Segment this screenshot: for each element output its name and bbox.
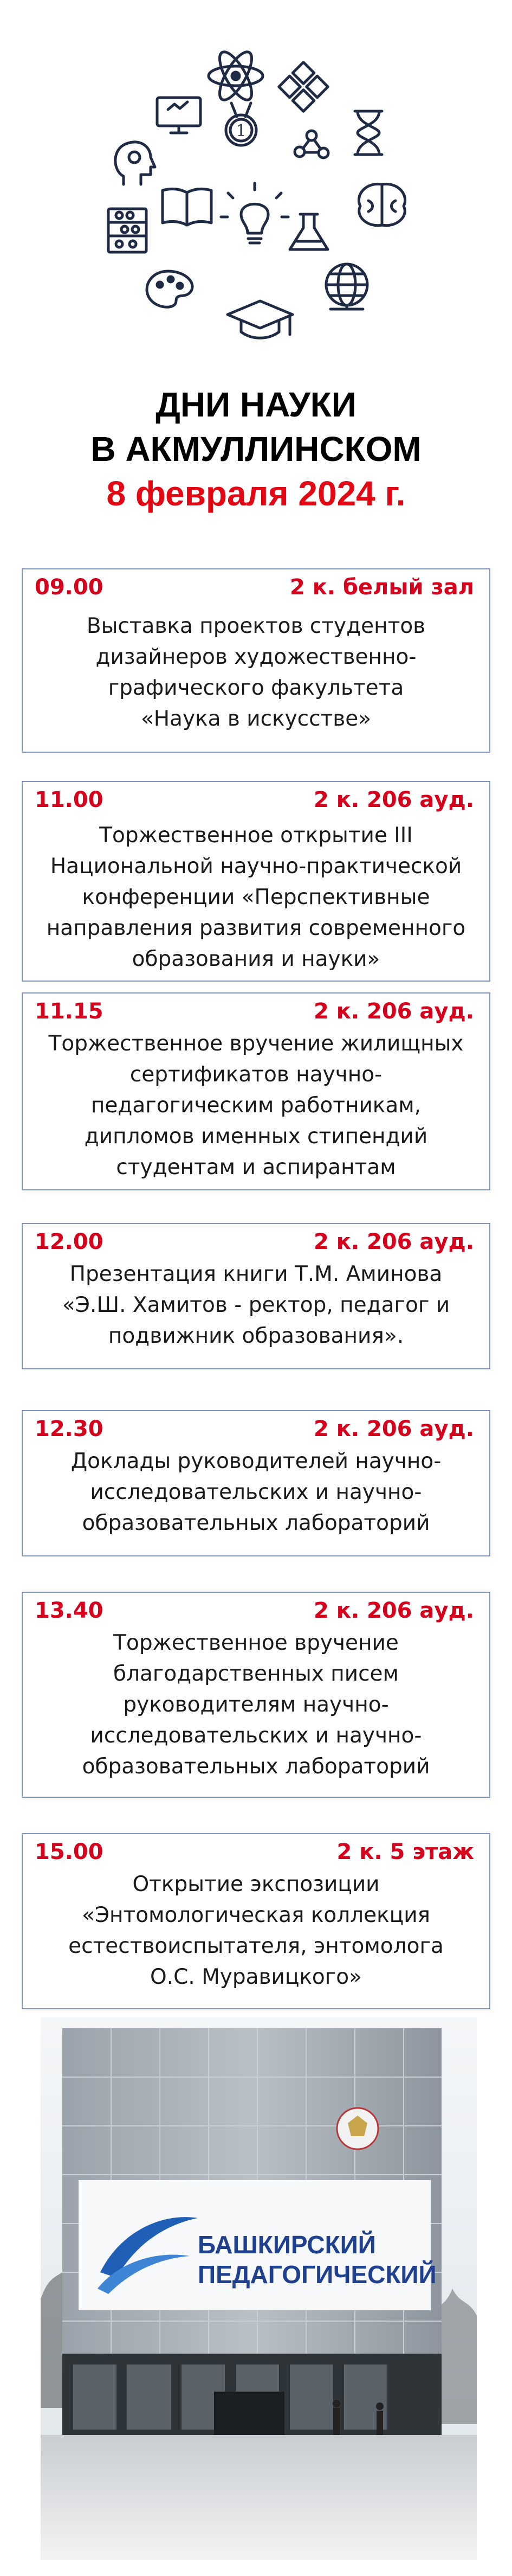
event-description-line: образования и науки» [132, 947, 380, 971]
event-description-line: «Э.Ш. Хамитов - ректор, педагог и [62, 1293, 450, 1317]
atom-icon [209, 48, 263, 105]
event-place: 2 к. 206 ауд. [313, 1598, 474, 1623]
event-card [22, 781, 490, 982]
event-description-line: Открытие экспозиции [132, 1872, 380, 1896]
emblem-icon [337, 2108, 378, 2149]
event-description [34, 1627, 478, 1782]
building-sign-line2: ПЕДАГОГИЧЕСКИЙ [198, 2260, 437, 2289]
palette-icon [147, 271, 192, 307]
event-place: 2 к. 206 ауд. [313, 787, 474, 812]
event-description-line: дизайнеров художественно- [95, 645, 417, 669]
abacus-icon [108, 209, 146, 252]
event-description [34, 1028, 478, 1183]
lightbulb-icon [221, 183, 288, 243]
event-description-line: Выставка проектов студентов [86, 614, 426, 638]
hourglass-icon [355, 111, 382, 155]
event-description-line: направления развития современного [46, 916, 466, 940]
science-icons-cluster [0, 0, 512, 358]
event-time: 12.00 [35, 1229, 103, 1254]
molecule-icon [295, 131, 328, 158]
event-time: 15.00 [35, 1840, 103, 1864]
event-description-line: исследовательских и научно- [90, 1480, 422, 1504]
puzzle-icon [279, 62, 328, 112]
event-description-line: Национальной научно-практической [50, 854, 462, 879]
event-description-line: Торжественное вручение жилищных [48, 1031, 464, 1056]
event-description-line: естествоиспытателя, энтомолога [68, 1934, 444, 1958]
event-description-line: сертификатов научно- [129, 1062, 383, 1087]
head-lightbulb-icon [115, 142, 155, 184]
event-place: 2 к. 206 ауд. [313, 1417, 474, 1441]
event-description-line: О.С. Муравицкого» [150, 1965, 362, 1989]
event-card [22, 1410, 490, 1556]
medal-icon [226, 103, 256, 145]
event-time: 09.00 [35, 575, 103, 600]
event-card [22, 568, 490, 753]
event-description-line: конференции «Перспективные [82, 885, 430, 909]
book-icon [163, 189, 211, 225]
event-description-line: Торжественное вручение [113, 1631, 399, 1655]
event-description [34, 1259, 478, 1351]
event-description-line: руководителям научно- [123, 1693, 389, 1717]
event-time: 11.15 [35, 999, 103, 1024]
computer-icon [157, 98, 200, 133]
event-description-line: образовательных лабораторий [82, 1511, 430, 1535]
event-place: 2 к. 206 ауд. [313, 1229, 474, 1254]
event-description-line: педагогическим работникам, [90, 1093, 422, 1118]
building-sign-line1: БАШКИРСКИЙ [198, 2231, 376, 2259]
event-card [22, 1223, 490, 1369]
event-card [22, 992, 490, 1190]
event-time: 13.40 [35, 1598, 103, 1623]
event-description-line: графического факультета [108, 676, 404, 700]
event-description-line: студентам и аспирантам [116, 1155, 396, 1180]
event-description-line: «Наука в искусстве» [140, 707, 372, 731]
flask-icon [290, 214, 328, 249]
medal-number: 1 [236, 121, 247, 140]
event-description [34, 820, 478, 975]
event-description [34, 611, 478, 734]
event-description-line: благодарственных писем [113, 1662, 399, 1686]
event-description-line: образовательных лабораторий [82, 1754, 430, 1779]
page-title-line2: В АКМУЛЛИНСКОМ [90, 430, 422, 469]
university-building-photo [41, 2017, 477, 2560]
event-description-line: Торжественное открытие III [99, 823, 413, 848]
graduation-cap-icon [228, 301, 293, 338]
event-description-line: «Энтомологическая коллекция [81, 1903, 431, 1927]
event-description [34, 1869, 478, 1992]
event-card [22, 1833, 490, 2009]
event-description-line: подвижник образования». [108, 1324, 404, 1348]
brain-icon [359, 184, 405, 225]
event-description-line: Доклады руководителей научно- [70, 1449, 442, 1473]
globe-icon [326, 264, 367, 309]
event-date: 8 февраля 2024 г. [106, 474, 406, 513]
event-time: 11.00 [35, 787, 103, 812]
event-description-line: исследовательских и научно- [90, 1723, 422, 1748]
event-place: 2 к. 5 этаж [336, 1840, 474, 1864]
event-card [22, 1592, 490, 1798]
event-place: 2 к. белый зал [289, 575, 474, 600]
event-description-line: дипломов именных стипендий [84, 1124, 428, 1149]
event-time: 12.30 [35, 1417, 103, 1441]
event-place: 2 к. 206 ауд. [313, 999, 474, 1024]
page-title-line1: ДНИ НАУКИ [155, 385, 357, 424]
event-description-line: Презентация книги Т.М. Аминова [69, 1262, 443, 1286]
event-description [34, 1446, 478, 1539]
